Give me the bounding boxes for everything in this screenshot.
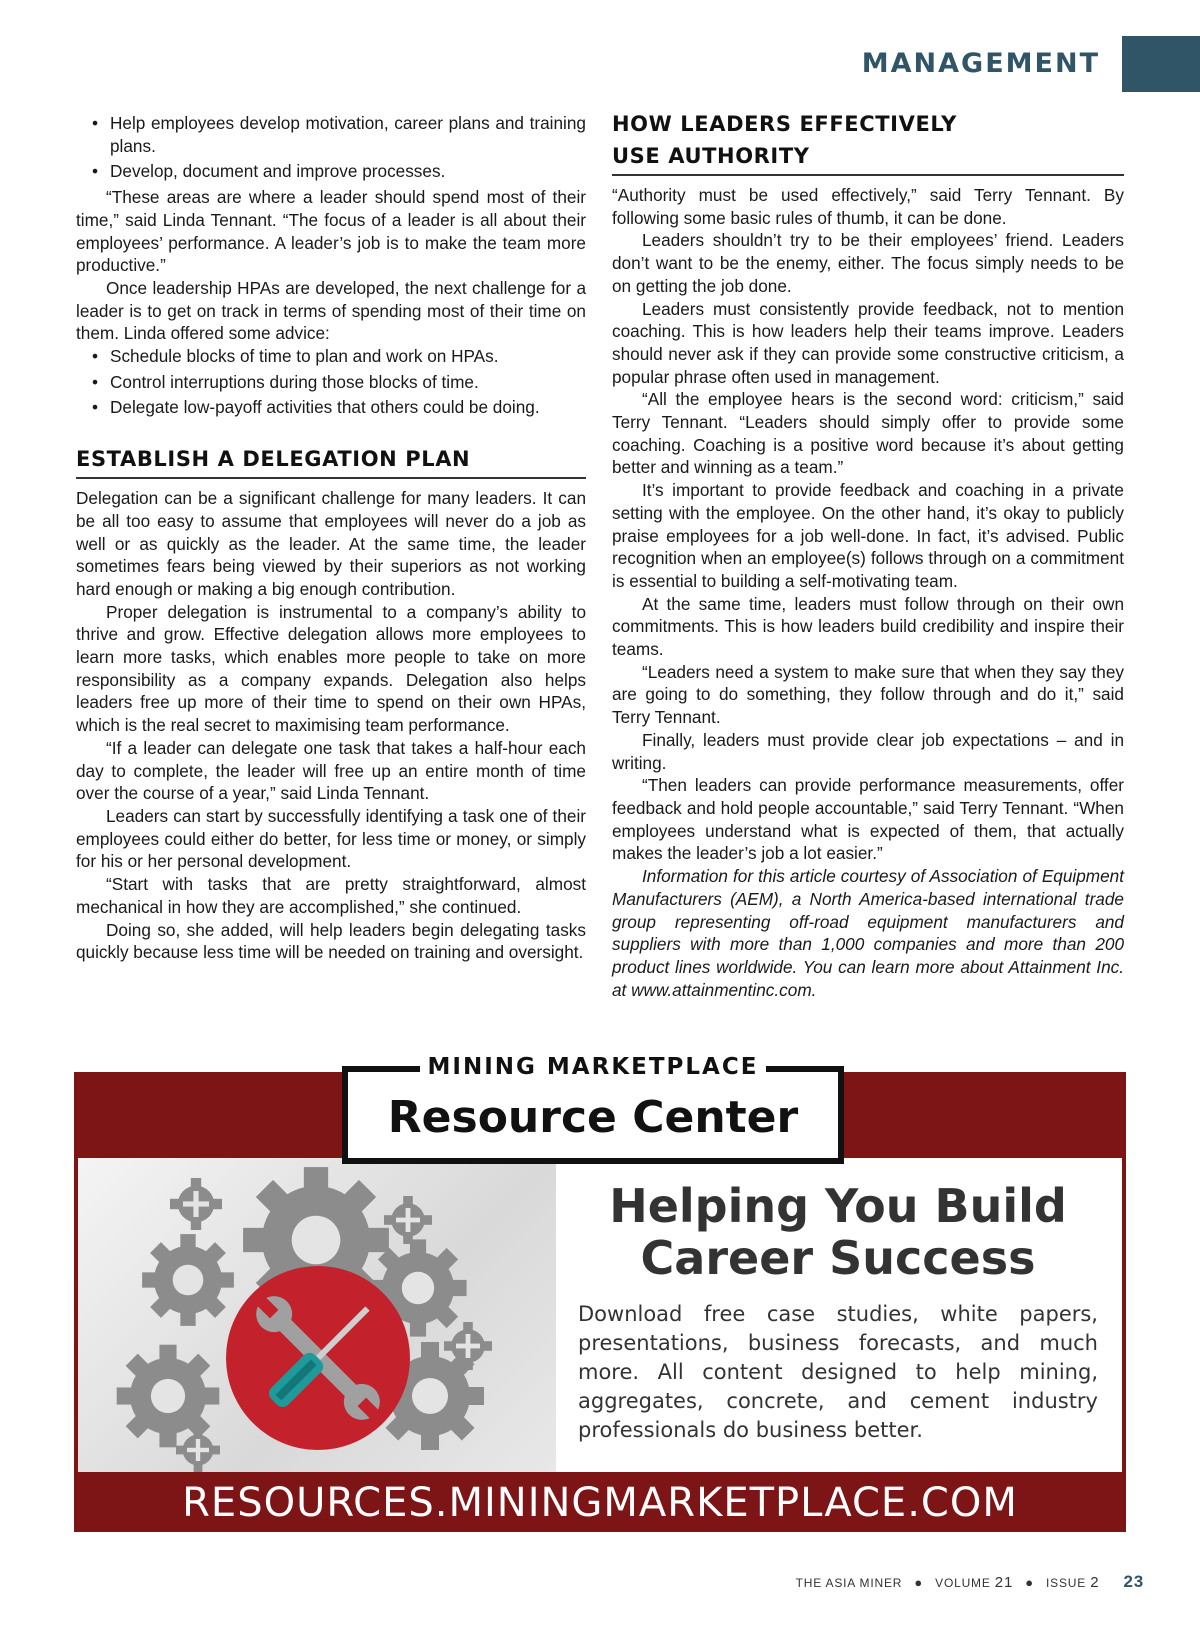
gear-icon: [384, 1196, 432, 1244]
paragraph: “Then leaders can provide performance measurements, offer feedback and hold people accountable,” said Terry Tennant. “When employees understand what is expected of them, that actually makes the leader’s job a lot easier.”: [612, 775, 1124, 864]
paragraph: “Start with tasks that are pretty straightforward, almost mechanical in how they are accomplished,” she continued.: [76, 874, 586, 917]
list-item: • Delegate low-payoff activities that others could be doing.: [110, 396, 586, 419]
heading-line: USE AUTHORITY: [612, 144, 810, 168]
ad-gears-illustration: [78, 1158, 556, 1472]
gear-icon: [117, 1345, 220, 1448]
paragraph: Delegation can be a significant challenge for many leaders. It can be all too easy to assume that employees will never do a job as well or as quickly as the leader. At the same time, the leader sometimes fears being viewed by their superiors as not working hard enough or making a big enough contribution.: [76, 488, 586, 599]
ad-url-link[interactable]: RESOURCES.MININGMARKETPLACE.COM: [182, 1480, 1018, 1526]
advertisement-banner[interactable]: [74, 1054, 1126, 1532]
section-label: MANAGEMENT: [861, 48, 1100, 79]
article-credit: Information for this article courtesy of Association of Equipment Manufacturers (AEM), a North America-based international trade group representing off-road equipment manufacturers and suppliers with more than 1,000 companies and more than 200 product lines worldwide. You can learn more about Attainment Inc. at www.attainmentinc.com.: [612, 866, 1124, 1000]
section-heading-delegation: ESTABLISH A DELEGATION PLAN: [76, 443, 586, 479]
headline-line: Helping You Build: [609, 1179, 1067, 1233]
paragraph: Finally, leaders must provide clear job expectations – and in writing.: [612, 729, 1124, 773]
list-item: • Develop, document and improve processes.: [110, 160, 586, 183]
gear-icon: [176, 1428, 220, 1472]
headline-line: Career Success: [640, 1231, 1036, 1285]
bullet-separator: ●: [914, 1575, 924, 1590]
paragraph: It’s important to provide feedback and coaching in a private setting with the employee. On the other hand, it’s okay to publicly praise employees for a job well-done. In fact, it’s advised. Public recognition when an employee(s) follows through on a commitment is essential to building a self-motivating team.: [612, 480, 1124, 591]
ad-headline: [578, 1180, 1098, 1284]
gear-icon: [170, 1178, 222, 1230]
resource-center-logo: [342, 1054, 844, 1164]
paragraph: “Leaders need a system to make sure that when they say they are going to do something, they follow through and do it,” said Terry Tennant.: [612, 661, 1124, 728]
logo-main-text: Resource Center: [387, 1092, 799, 1143]
left-column: [76, 112, 586, 964]
list-item: • Help employees develop motivation, career plans and training plans.: [110, 112, 586, 157]
bullet-list-top: [76, 112, 586, 183]
paragraph: At the same time, leaders must follow through on their own commitments. This is how leaders build credibility and inspire their teams.: [612, 593, 1124, 660]
heading-line: HOW LEADERS EFFECTIVELY: [612, 112, 957, 136]
paragraph: Leaders can start by successfully identifying a task one of their employees could either do better, for less time or money, or simply for his or her personal development.: [76, 805, 586, 872]
right-column: [612, 112, 1124, 1001]
section-color-tab: [1122, 36, 1200, 92]
paragraph: Leaders shouldn’t try to be their employees’ friend. Leaders don’t want to be the enemy, either. The focus simply needs to be on getting the job done.: [612, 230, 1124, 296]
list-item: • Schedule blocks of time to plan and work on HPAs.: [110, 345, 586, 368]
volume-number: 21: [994, 1574, 1014, 1591]
gears-graphic: [78, 1158, 556, 1472]
publication-name: THE ASIA MINER: [795, 1576, 903, 1590]
list-item: • Control interruptions during those blocks of time.: [110, 371, 586, 394]
section-heading-authority: [612, 108, 1124, 176]
ad-content-panel: [78, 1158, 1122, 1472]
issue-number: 2: [1090, 1574, 1100, 1591]
paragraph: Once leadership HPAs are developed, the next challenge for a leader is to get on track in terms of spending most of their time on them. Linda offered some advice:: [76, 277, 586, 344]
paragraph: Doing so, she added, will help leaders begin delegating tasks quickly because less time will be needed on training and oversight.: [76, 919, 586, 963]
paragraph: “Authority must be used effectively,” said Terry Tennant. By following some basic rules of thumb, it can be done.: [612, 185, 1124, 228]
page-number: 23: [1123, 1572, 1144, 1591]
gear-icon: [142, 1234, 234, 1326]
ad-body-text: Download free case studies, white papers, presentations, business forecasts, and much more. All content designed to help mining, aggregates, concrete, and cement industry professionals do business better.: [578, 1302, 1098, 1442]
paragraph: Leaders must consistently provide feedback, not to mention coaching. This is how leaders help their teams improve. Leaders should never ask if they can provide some constructive criticism, a popular phrase often used in management.: [612, 298, 1124, 387]
paragraph: “If a leader can delegate one task that takes a half-hour each day to complete, the leader will free up an entire month of time over the course of a year,” said Linda Tennant.: [76, 737, 586, 804]
bullet-list-advice: [76, 345, 586, 419]
volume-label: VOLUME: [935, 1576, 991, 1590]
logo-top-text: MINING MARKETPLACE: [420, 1054, 767, 1080]
bullet-separator: ●: [1025, 1575, 1034, 1590]
paragraph: “These areas are where a leader should spend most of their time,” said Linda Tennant. “The focus of a leader is all about their employees’ performance. A leader’s job is to make the team more productive.”: [76, 187, 586, 276]
paragraph: “All the employee hears is the second word: criticism,” said Terry Tennant. “Leaders should simply offer to provide some coaching. Coaching is a positive word because it’s about getting better and winning as a team.”: [612, 389, 1124, 478]
issue-label: ISSUE: [1046, 1576, 1087, 1590]
page-footer: [796, 1572, 1144, 1592]
paragraph: Proper delegation is instrumental to a company’s ability to thrive and grow. Effective delegation allows more employees to learn more tasks, which enables more people to take on more responsibility as a company expands. Delegation also helps leaders free up more of their time to spend on their own HPAs, which is the real secret to maximising team performance.: [76, 601, 586, 736]
